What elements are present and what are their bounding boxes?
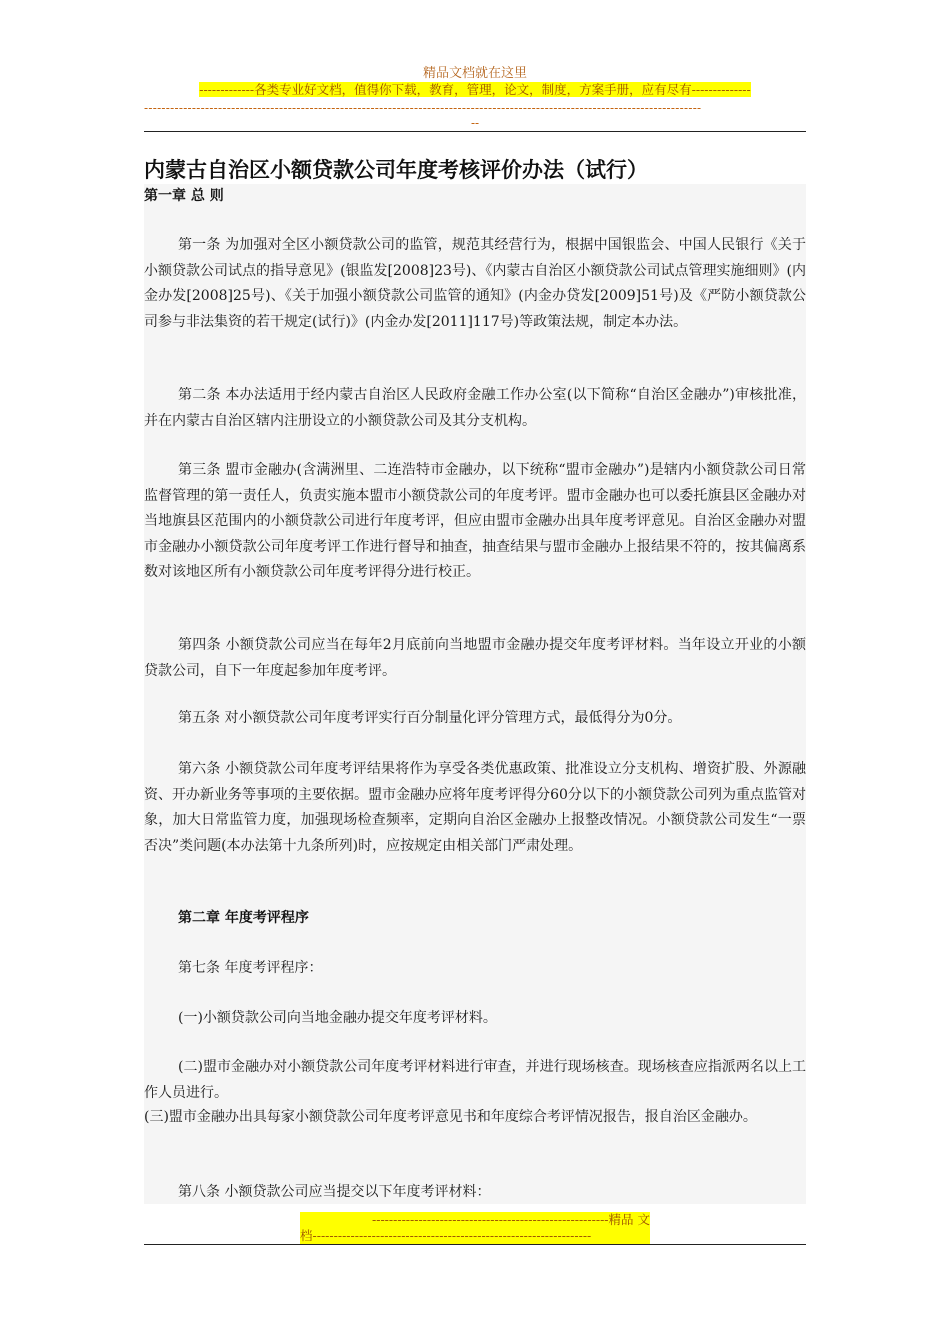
header-dash-tail: -- <box>470 116 480 130</box>
header-dash-line: -------------------------------------------------------------------------------------------------------------------------------- <box>144 101 702 115</box>
document-title: 内蒙古自治区小额贷款公司年度考核评价办法（试行） <box>144 158 648 182</box>
procedure-item-2: (二)盟市金融办对小额贷款公司年度考评材料进行审查，并进行现场核查。现场核查应指派两名以上工作人员进行。 <box>144 1059 806 1101</box>
content-background <box>144 184 806 1204</box>
header-banner-text: -------------各类专业好文档，值得你下载，教育，管理，论文，制度，方案手册，应有尽有-------------- <box>199 82 751 97</box>
header-top-line: 精品文档就在这里 <box>422 66 527 81</box>
article-7: 第七条 年度考评程序： <box>178 960 323 976</box>
article-5: 第五条 对小额贷款公司年度考评实行百分制量化评分管理方式，最低得分为0分。 <box>178 710 682 726</box>
footer-line-1: --------------------------------------------------------精品 文 <box>372 1212 650 1227</box>
chapter-1-heading: 第一章 总 则 <box>144 188 224 204</box>
footer-banner <box>300 1212 650 1244</box>
procedure-item-1: (一)小额贷款公司向当地金融办提交年度考评材料。 <box>178 1010 497 1026</box>
header-banner <box>150 82 800 98</box>
chapter-2-heading: 第二章 年度考评程序 <box>178 910 309 926</box>
article-6: 第六条 小额贷款公司年度考评结果将作为享受各类优惠政策、批准设立分支机构、增资扩股、外源融资、开办新业务等事项的主要依据。盟市金融办应将年度考评得分60分以下的小额贷款公司列为重点监管对象，加大日常监管力度，加强现场检查频率，定期向自治区金融办上报整改情况。小额贷款公司发生“一票否决”类问题(本办法第十九条所列)时，应按规定由相关部门严肃处理。 <box>144 761 806 854</box>
procedure-item-3: (三)盟市金融办出具每家小额贷款公司年度考评意见书和年度综合考评情况报告，报自治区金融办。 <box>144 1109 757 1125</box>
footer-rule <box>144 1244 806 1245</box>
article-8: 第八条 小额贷款公司应当提交以下年度考评材料： <box>178 1184 491 1200</box>
article-1: 第一条 为加强对全区小额贷款公司的监管，规范其经营行为，根据中国银监会、中国人民银行《关于小额贷款公司试点的指导意见》(银监发[2008]23号)、《内蒙古自治区小额贷款公司试点管理实施细则》(内金办发[2008]25号)、《关于加强小额贷款公司监管的通知》(内金办贷发[2009]51号)及《严防小额贷款公司参与非法集资的若干规定(试行)》(内金办发[2011]117号)等政策法规，制定本办法。 <box>144 237 806 330</box>
header-rule <box>144 131 806 132</box>
article-2: 第二条 本办法适用于经内蒙古自治区人民政府金融工作办公室(以下简称“自治区金融办”)审核批准，并在内蒙古自治区辖内注册设立的小额贷款公司及其分支机构。 <box>144 387 806 429</box>
footer-line-2: 档------------------------------------------------------------------ <box>300 1228 592 1243</box>
article-3: 第三条 盟市金融办(含满洲里、二连浩特市金融办，以下统称“盟市金融办”)是辖内小额贷款公司日常监督管理的第一责任人，负责实施本盟市小额贷款公司的年度考评。盟市金融办也可以委托旗县区金融办对当地旗县区范围内的小额贷款公司进行年度考评，但应由盟市金融办出具年度考评意见。自治区金融办对盟市金融办小额贷款公司年度考评工作进行督导和抽查，抽查结果与盟市金融办上报结果不符的，按其偏离系数对该地区所有小额贷款公司年度考评得分进行校正。 <box>144 462 806 581</box>
article-4: 第四条 小额贷款公司应当在每年2月底前向当地盟市金融办提交年度考评材料。当年设立开业的小额贷款公司，自下一年度起参加年度考评。 <box>144 637 806 679</box>
